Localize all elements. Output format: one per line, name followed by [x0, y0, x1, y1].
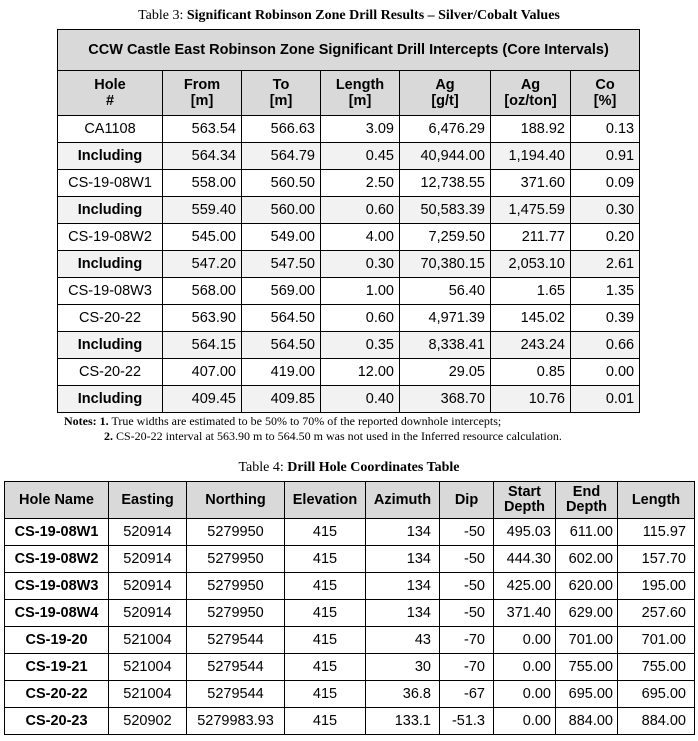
table3-cell-hole: Including: [58, 197, 163, 224]
table3-cell-co: 0.01: [571, 386, 640, 413]
table3-cell-co: 0.66: [571, 332, 640, 359]
table3-cell-co: 0.13: [571, 116, 640, 143]
table3-header-cell: [242, 71, 321, 116]
note-2-text: CS-20-22 interval at 563.90 m to 564.50 m was not used in the Inferred resource calculation.: [113, 429, 562, 443]
table4-cell-azimuth: 134: [366, 573, 440, 600]
table3-cell-from: 563.54: [163, 116, 242, 143]
table3-header-text: Co: [595, 77, 615, 93]
table4-cell-length: 157.70: [618, 546, 695, 573]
table3-header-text: Hole: [94, 77, 126, 93]
table4-cell-name: CS-20-23: [5, 708, 109, 735]
table3-cell-to: 564.50: [242, 332, 321, 359]
table3-cell-to: 560.00: [242, 197, 321, 224]
table4-cell-easting: 520914: [109, 519, 187, 546]
table3-cell-ag-oz: 1,475.59: [491, 197, 571, 224]
table3-cell-hole: CS-20-22: [58, 359, 163, 386]
table-row: [58, 224, 640, 251]
table4-header-cell: [494, 482, 556, 519]
table4-cell-elevation: 415: [285, 627, 366, 654]
table3-cell-ag-oz: 10.76: [491, 386, 571, 413]
table4-caption-prefix: Table 4:: [238, 460, 288, 475]
table3-header-text: Length: [335, 77, 385, 93]
table3-cell-from: 407.00: [163, 359, 242, 386]
table4-cell-easting: 521004: [109, 654, 187, 681]
table3-header-cell: [163, 71, 242, 116]
table4-cell-northing: 5279544: [187, 681, 285, 708]
table3-cell-hole: CS-19-08W2: [58, 224, 163, 251]
table4-cell-easting: 520902: [109, 708, 187, 735]
table3-cell-ag-gt: 368.70: [400, 386, 491, 413]
table3-header-text: #: [105, 93, 115, 109]
table3-cell-from: 564.15: [163, 332, 242, 359]
table3-cell-to: 547.50: [242, 251, 321, 278]
note-1-text: True widths are estimated to be 50% to 70% of the reported downhole intercepts;: [108, 414, 502, 428]
table4-cell-start: 371.40: [494, 600, 556, 627]
table3-banner: CCW Castle East Robinson Zone Significant Drill Intercepts (Core Intervals): [58, 30, 640, 71]
table4-header-text: Easting: [121, 491, 174, 508]
table4-cell-easting: 520914: [109, 573, 187, 600]
table4-cell-elevation: 415: [285, 546, 366, 573]
table4-cell-end: 695.00: [556, 681, 618, 708]
table3-cell-ag-gt: 56.40: [400, 278, 491, 305]
table4-cell-elevation: 415: [285, 708, 366, 735]
table4-cell-end: 620.00: [556, 573, 618, 600]
table4-header-cell: [440, 482, 494, 519]
table3-header-cell: [491, 71, 571, 116]
table4-cell-dip: -50: [440, 519, 494, 546]
note-1: [64, 414, 501, 428]
table4-header-cell: [109, 482, 187, 519]
table3-cell-to: 566.63: [242, 116, 321, 143]
table4-cell-start: 0.00: [494, 627, 556, 654]
table4-cell-northing: 5279950: [187, 600, 285, 627]
table3-cell-length: 0.30: [321, 251, 400, 278]
table4-caption-title: Drill Hole Coordinates Table: [287, 460, 460, 475]
table3-cell-co: 0.39: [571, 305, 640, 332]
table3-cell-ag-oz: 188.92: [491, 116, 571, 143]
table3-header-text: [%]: [593, 93, 617, 109]
table3-header-text: [oz/ton]: [504, 93, 557, 109]
table4-cell-end: 884.00: [556, 708, 618, 735]
table4-cell-name: CS-19-20: [5, 627, 109, 654]
note-1-number: 1.: [99, 414, 109, 428]
table4-cell-easting: 520914: [109, 546, 187, 573]
table3-cell-hole: Including: [58, 386, 163, 413]
table4-header-row: [5, 482, 695, 519]
table4-cell-northing: 5279950: [187, 573, 285, 600]
table4-cell-start: 0.00: [494, 681, 556, 708]
table3-cell-ag-gt: 40,944.00: [400, 143, 491, 170]
table4-cell-length: 755.00: [618, 654, 695, 681]
table-row: [58, 197, 640, 224]
table-row: [5, 546, 695, 573]
table4-cell-dip: -50: [440, 573, 494, 600]
table-row: [5, 681, 695, 708]
table4-cell-elevation: 415: [285, 654, 366, 681]
table4-cell-easting: 521004: [109, 681, 187, 708]
table4-header-text: Hole Name: [19, 491, 94, 508]
table-row: [58, 332, 640, 359]
table4-cell-name: CS-19-08W3: [5, 573, 109, 600]
table3-cell-from: 559.40: [163, 197, 242, 224]
table4-cell-dip: -70: [440, 654, 494, 681]
table-row: [5, 627, 695, 654]
table3-header-text: Ag: [435, 77, 455, 93]
table4-cell-start: 444.30: [494, 546, 556, 573]
table-row: [58, 170, 640, 197]
table4-cell-length: 257.60: [618, 600, 695, 627]
table3-cell-co: 0.30: [571, 197, 640, 224]
table4-cell-northing: 5279544: [187, 627, 285, 654]
table-row: [5, 654, 695, 681]
table3-cell-co: 0.00: [571, 359, 640, 386]
table4-cell-dip: -50: [440, 600, 494, 627]
table4-cell-length: 115.97: [618, 519, 695, 546]
table4-header-text: Length: [631, 491, 681, 508]
table3-header-cell: [571, 71, 640, 116]
table4-cell-elevation: 415: [285, 681, 366, 708]
table3-caption-prefix: Table 3:: [138, 8, 187, 23]
table3-cell-ag-gt: 7,259.50: [400, 224, 491, 251]
note-2: [104, 429, 562, 443]
table4-cell-azimuth: 134: [366, 546, 440, 573]
table3-header-cell: [400, 71, 491, 116]
table3-cell-hole: Including: [58, 143, 163, 170]
table3-header-text: [g/t]: [431, 93, 459, 109]
table3-cell-hole: CS-19-08W3: [58, 278, 163, 305]
table-row: [58, 386, 640, 413]
table3-header-text: [m]: [269, 93, 293, 109]
table4-header-text: Depth: [565, 499, 608, 515]
table4-cell-dip: -51.3: [440, 708, 494, 735]
table4-header-text: Start: [507, 484, 542, 500]
table3-header-text: From: [183, 77, 221, 93]
table3-cell-ag-oz: 243.24: [491, 332, 571, 359]
table3-cell-ag-oz: 211.77: [491, 224, 571, 251]
table4-header-text: End: [572, 484, 601, 500]
table4-cell-northing: 5279950: [187, 519, 285, 546]
table3-cell-ag-gt: 4,971.39: [400, 305, 491, 332]
table4-cell-elevation: 415: [285, 573, 366, 600]
table4-cell-end: 755.00: [556, 654, 618, 681]
table4-header-text: Dip: [454, 491, 479, 508]
table4-cell-start: 495.03: [494, 519, 556, 546]
table4-cell-start: 425.00: [494, 573, 556, 600]
table3-cell-ag-gt: 29.05: [400, 359, 491, 386]
table3-cell-to: 564.50: [242, 305, 321, 332]
table4-cell-dip: -50: [440, 546, 494, 573]
table4-cell-northing: 5279544: [187, 654, 285, 681]
table4-header-cell: [187, 482, 285, 519]
table-row: [5, 708, 695, 735]
table4-cell-end: 629.00: [556, 600, 618, 627]
table3-cell-length: 2.50: [321, 170, 400, 197]
table3-cell-length: 12.00: [321, 359, 400, 386]
table4-cell-northing: 5279950: [187, 546, 285, 573]
table3-cell-length: 0.40: [321, 386, 400, 413]
table3-header-text: [m]: [190, 93, 214, 109]
table3-cell-ag-oz: 1,194.40: [491, 143, 571, 170]
table3-header-cell: [321, 71, 400, 116]
table-row: [58, 278, 640, 305]
table-row: [58, 251, 640, 278]
table4-cell-end: 602.00: [556, 546, 618, 573]
table4-header-text: Azimuth: [373, 491, 432, 508]
table4-cell-dip: -70: [440, 627, 494, 654]
table4-cell-dip: -67: [440, 681, 494, 708]
table3-cell-hole: CS-19-08W1: [58, 170, 163, 197]
table3-cell-ag-oz: 2,053.10: [491, 251, 571, 278]
table3-cell-ag-gt: 50,583.39: [400, 197, 491, 224]
table4-cell-azimuth: 134: [366, 600, 440, 627]
table4-cell-name: CS-19-08W2: [5, 546, 109, 573]
table3-header-text: [m]: [348, 93, 372, 109]
table-row: [58, 116, 640, 143]
table3-header-text: To: [272, 77, 290, 93]
table-row: [5, 573, 695, 600]
table4-cell-name: CS-19-21: [5, 654, 109, 681]
table4-cell-elevation: 415: [285, 519, 366, 546]
table3-cell-co: 1.35: [571, 278, 640, 305]
table3-cell-from: 409.45: [163, 386, 242, 413]
table3-cell-from: 564.34: [163, 143, 242, 170]
table3-cell-ag-oz: 0.85: [491, 359, 571, 386]
table3-cell-ag-oz: 1.65: [491, 278, 571, 305]
drill-results-table: [57, 29, 640, 413]
table3-cell-to: 564.79: [242, 143, 321, 170]
table3-cell-co: 0.20: [571, 224, 640, 251]
table3-header-text: Ag: [520, 77, 541, 93]
table3-cell-ag-oz: 145.02: [491, 305, 571, 332]
table3-caption-title: Significant Robinson Zone Drill Results – Silver/Cobalt Values: [186, 8, 560, 23]
table3-cell-hole: Including: [58, 251, 163, 278]
table4-header-cell: [556, 482, 618, 519]
table-row: [58, 143, 640, 170]
table3-cell-to: 560.50: [242, 170, 321, 197]
table4-cell-azimuth: 133.1: [366, 708, 440, 735]
table-row: [58, 359, 640, 386]
table4-cell-easting: 520914: [109, 600, 187, 627]
table4-cell-azimuth: 43: [366, 627, 440, 654]
table4-cell-start: 0.00: [494, 654, 556, 681]
table4-cell-name: CS-19-08W1: [5, 519, 109, 546]
table4-cell-easting: 521004: [109, 627, 187, 654]
table4-cell-end: 611.00: [556, 519, 618, 546]
table3-cell-length: 3.09: [321, 116, 400, 143]
table3-header-row: [58, 71, 640, 116]
table3-cell-ag-gt: 70,380.15: [400, 251, 491, 278]
table4-cell-length: 884.00: [618, 708, 695, 735]
table3-cell-length: 1.00: [321, 278, 400, 305]
table3-cell-to: 569.00: [242, 278, 321, 305]
table3-cell-co: 0.09: [571, 170, 640, 197]
table4-header-text: Northing: [205, 491, 266, 508]
table4-header-cell: [618, 482, 695, 519]
table3-cell-from: 545.00: [163, 224, 242, 251]
table-row: [5, 519, 695, 546]
table4-header-cell: [285, 482, 366, 519]
table4-cell-length: 701.00: [618, 627, 695, 654]
table3-cell-to: 409.85: [242, 386, 321, 413]
table3-cell-from: 558.00: [163, 170, 242, 197]
table3-header-cell: [58, 71, 163, 116]
table3-cell-length: 0.60: [321, 305, 400, 332]
table3-cell-co: 0.91: [571, 143, 640, 170]
table3-cell-to: 549.00: [242, 224, 321, 251]
table3-cell-ag-oz: 371.60: [491, 170, 571, 197]
table4-cell-length: 195.00: [618, 573, 695, 600]
table3-cell-length: 0.35: [321, 332, 400, 359]
table3-cell-from: 563.90: [163, 305, 242, 332]
table3-cell-hole: CS-20-22: [58, 305, 163, 332]
notes-label: Notes:: [64, 414, 100, 428]
table3-cell-ag-gt: 8,338.41: [400, 332, 491, 359]
table3-cell-length: 0.60: [321, 197, 400, 224]
table3-cell-hole: Including: [58, 332, 163, 359]
table4-cell-end: 701.00: [556, 627, 618, 654]
table4-cell-northing: 5279983.93: [187, 708, 285, 735]
table-row: [58, 305, 640, 332]
note-2-number: 2.: [104, 429, 113, 443]
table-row: [5, 600, 695, 627]
table4-cell-name: CS-19-08W4: [5, 600, 109, 627]
table4-header-text: Depth: [503, 499, 546, 515]
table4-header-text: Elevation: [292, 491, 358, 508]
table3-cell-from: 568.00: [163, 278, 242, 305]
table3-cell-length: 4.00: [321, 224, 400, 251]
table4-header-cell: [5, 482, 109, 519]
table4-cell-azimuth: 134: [366, 519, 440, 546]
table3-cell-from: 547.20: [163, 251, 242, 278]
table3-cell-ag-gt: 12,738.55: [400, 170, 491, 197]
table4-caption: [0, 459, 698, 477]
table4-cell-length: 695.00: [618, 681, 695, 708]
table4-header-cell: [366, 482, 440, 519]
table4-cell-elevation: 415: [285, 600, 366, 627]
table3-cell-ag-gt: 6,476.29: [400, 116, 491, 143]
table4-cell-name: CS-20-22: [5, 681, 109, 708]
table4-cell-azimuth: 30: [366, 654, 440, 681]
table4-cell-start: 0.00: [494, 708, 556, 735]
table3-cell-length: 0.45: [321, 143, 400, 170]
table3-cell-hole: CA1108: [58, 116, 163, 143]
table3-cell-to: 419.00: [242, 359, 321, 386]
drill-hole-coordinates-table: [4, 481, 695, 735]
table4-cell-azimuth: 36.8: [366, 681, 440, 708]
table3-caption: [0, 7, 698, 25]
table3-cell-co: 2.61: [571, 251, 640, 278]
